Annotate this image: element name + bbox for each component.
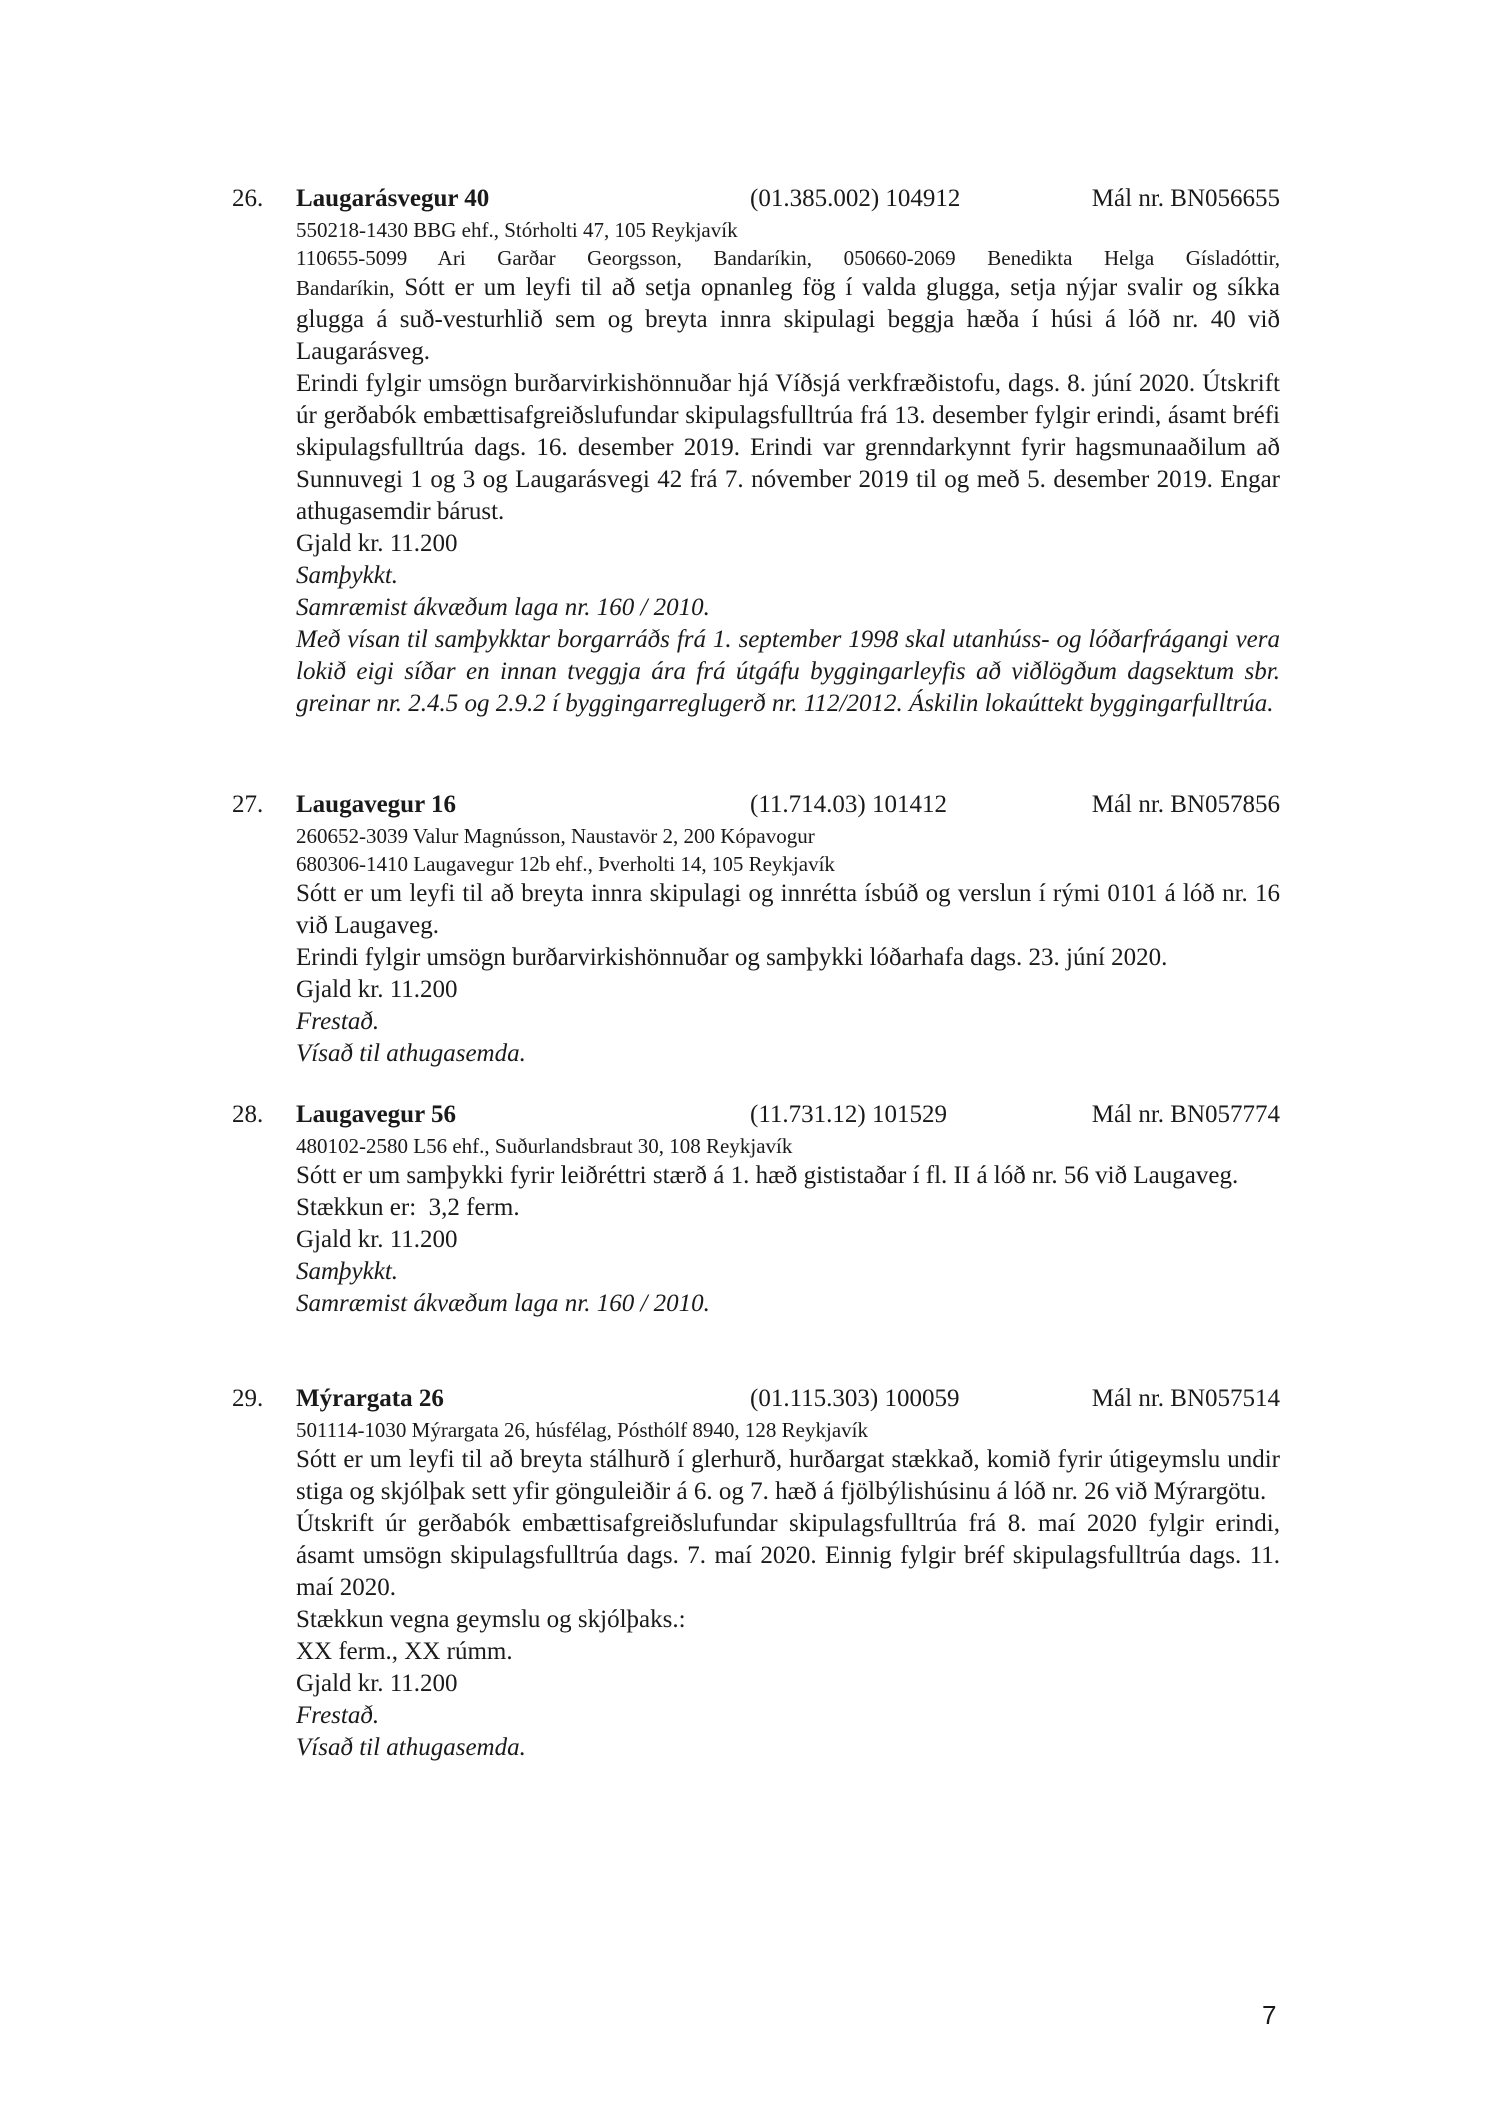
- case-note: Með vísan til samþykktar borgarráðs frá 1. september 1998 skal utanhúss- og lóðarfrágangi vera lokið eigi síðar en innan tveggja ára frá útgáfu byggingarleyfis að viðlögðum dagsektum sbr. greinar nr. 2.4.5 og 2.9.2 í byggingarreglugerð nr. 112/2012. Áskilin lokaúttekt byggingarfulltrúa.: [296, 626, 1280, 717]
- case-body: [296, 1416, 1280, 1764]
- case-address: Laugavegur 16: [296, 791, 456, 818]
- case-fee: Gjald kr. 11.200: [296, 1226, 458, 1253]
- case-extra: Stækkun er: 3,2 ferm.: [296, 1194, 520, 1221]
- case-number: 29.: [232, 1385, 264, 1412]
- case-note: Vísað til athugasemda.: [296, 1734, 526, 1761]
- owner-line: 680306-1410 Laugavegur 12b ehf., Þverholti 14, 105 Reykjavík: [296, 852, 835, 876]
- case-decision: Samþykkt.: [296, 1258, 399, 1285]
- owner-line: 260652-3039 Valur Magnússon, Naustavör 2, 200 Kópavogur: [296, 824, 815, 848]
- case-description-text: Sótt er um leyfi til að setja opnanleg fög í valda glugga, setja nýjar svalir og síkka glugga á suð-vesturhlið sem og breyta innra skipulagi beggja hæða í húsi á lóð nr. 40 við Laugarásveg.: [296, 274, 1281, 365]
- case-description: Sótt er um leyfi til að breyta innra skipulagi og innrétta ísbúð og verslun í rými 0101 á lóð nr. 16 við Laugaveg.: [296, 880, 1280, 939]
- case-address: Laugavegur 56: [296, 1101, 456, 1128]
- case-note: Samræmist ákvæðum laga nr. 160 / 2010.: [296, 594, 710, 621]
- case-extra: XX ferm., XX rúmm.: [296, 1638, 513, 1665]
- case-address: Laugarásvegur 40: [296, 185, 490, 212]
- case-file-number: Mál nr. BN057514: [1091, 1385, 1280, 1412]
- owner-line-continued: Bandaríkin,: [296, 276, 395, 300]
- case-28: [232, 1098, 1280, 1320]
- case-number: 28.: [232, 1101, 264, 1128]
- case-details: Útskrift úr gerðabók embættisafgreiðslufundar skipulagsfulltrúa frá 8. maí 2020 fylgir erindi, ásamt umsögn skipulagsfulltrúa dags. 7. maí 2020. Einnig fylgir bréf skipulagsfulltrúa dags. 11. maí 2020.: [296, 1510, 1280, 1601]
- case-details: Erindi fylgir umsögn burðarvirkishönnuðar hjá Víðsjá verkfræðistofu, dags. 8. júní 2020. Útskrift úr gerðabók embættisafgreiðslufundar skipulagsfulltrúa frá 13. desember fylgir erindi, ásamt bréfi skipulagsfulltrúa dags. 16. desember 2019. Erindi var grenndarkynnt fyrir hagsmunaaðilum að Sunnuvegi 1 og 3 og Laugarásvegi 42 frá 7. nóvember 2019 til og með 5. desember 2019. Engar athugasemdir bárust.: [296, 370, 1280, 525]
- case-27: [232, 788, 1280, 1070]
- case-number: 26.: [232, 185, 264, 212]
- case-fee: Gjald kr. 11.200: [296, 1670, 458, 1697]
- case-body: [296, 822, 1280, 1070]
- case-reference: (01.115.303) 100059: [750, 1385, 960, 1412]
- case-description: Sótt er um samþykki fyrir leiðréttri stærð á 1. hæð gististaðar í fl. II á lóð nr. 56 við Laugaveg.: [296, 1162, 1239, 1189]
- owner-line: 110655-5099 Ari Garðar Georgsson, Bandaríkin, 050660-2069 Benedikta Helga Gísladóttir,: [296, 246, 1280, 270]
- case-note: Vísað til athugasemda.: [296, 1040, 526, 1067]
- page-number: 7: [1262, 2000, 1277, 2030]
- case-decision: Samþykkt.: [296, 562, 399, 589]
- case-description: Sótt er um leyfi til að breyta stálhurð í glerhurð, hurðargat stækkað, komið fyrir útigeymslu undir stiga og skjólþak sett yfir gönguleiðir á 6. og 7. hæð á fjölbýlishúsinu á lóð nr. 26 við Mýrargötu.: [296, 1446, 1280, 1505]
- case-file-number: Mál nr. BN057774: [1091, 1101, 1280, 1128]
- case-note: Samræmist ákvæðum laga nr. 160 / 2010.: [296, 1290, 710, 1317]
- case-26: [232, 182, 1280, 720]
- case-reference: (11.731.12) 101529: [750, 1101, 947, 1128]
- case-header: [232, 182, 1280, 216]
- case-file-number: Mál nr. BN056655: [1091, 185, 1280, 212]
- case-decision: Frestað.: [296, 1008, 380, 1035]
- case-fee: Gjald kr. 11.200: [296, 530, 458, 557]
- case-description: [296, 272, 1280, 368]
- case-29: [232, 1382, 1280, 1764]
- owner-line: 480102-2580 L56 ehf., Suðurlandsbraut 30, 108 Reykjavík: [296, 1134, 793, 1158]
- case-reference: (11.714.03) 101412: [750, 791, 947, 818]
- case-reference: (01.385.002) 104912: [750, 185, 961, 212]
- owner-line: 501114-1030 Mýrargata 26, húsfélag, Pósthólf 8940, 128 Reykjavík: [296, 1418, 868, 1442]
- case-address: Mýrargata 26: [296, 1385, 444, 1412]
- case-body: [296, 1132, 1280, 1320]
- case-number: 27.: [232, 791, 264, 818]
- case-fee: Gjald kr. 11.200: [296, 976, 458, 1003]
- case-extra: Stækkun vegna geymslu og skjólþaks.:: [296, 1606, 686, 1633]
- case-header: [232, 1098, 1280, 1132]
- case-body: [296, 216, 1280, 720]
- case-file-number: Mál nr. BN057856: [1091, 791, 1280, 818]
- case-header: [232, 1382, 1280, 1416]
- case-decision: Frestað.: [296, 1702, 380, 1729]
- case-details: Erindi fylgir umsögn burðarvirkishönnuðar og samþykki lóðarhafa dags. 23. júní 2020.: [296, 944, 1168, 971]
- owner-line: 550218-1430 BBG ehf., Stórholti 47, 105 Reykjavík: [296, 218, 738, 242]
- case-header: [232, 788, 1280, 822]
